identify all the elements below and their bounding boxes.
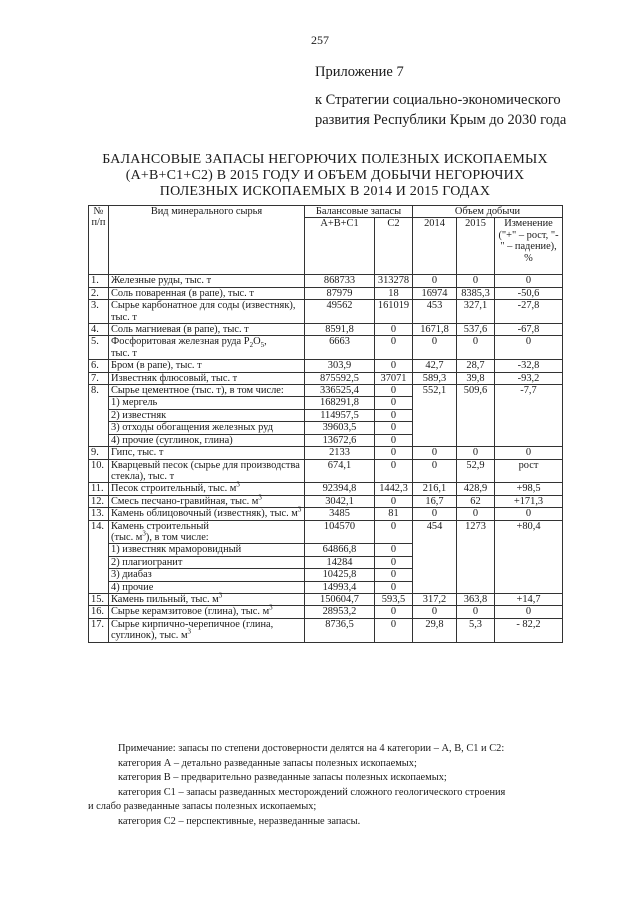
row-2015: 28,7 (457, 360, 495, 372)
header-abc: А+В+С1 (305, 218, 375, 275)
row-2015: 39,8 (457, 372, 495, 384)
row-2015: 0 (457, 508, 495, 520)
row-abc: 10425,8 (305, 569, 375, 581)
row-c2: 0 (375, 544, 413, 556)
row-2014: 589,3 (413, 372, 457, 384)
row-2015: 8385,3 (457, 287, 495, 299)
note-line: и слабо разведанные запасы полезных ископаемых; (88, 801, 317, 813)
row-2015: 0 (457, 606, 495, 618)
row-abc: 303,9 (305, 360, 375, 372)
row-2014: 29,8 (413, 618, 457, 642)
row-change: +80,4 (495, 520, 563, 593)
row-name (109, 495, 305, 507)
row-change: 0 (495, 275, 563, 287)
appendix-line-2: к Стратегии социально-экономического (315, 92, 561, 108)
row-abc: 150604,7 (305, 593, 375, 605)
row-2015: 5,3 (457, 618, 495, 642)
row-abc: 104570 (305, 520, 375, 544)
appendix-line-3: развития Республики Крым до 2030 года (315, 112, 567, 128)
row-change: 0 (495, 508, 563, 520)
row-name-part: Камень строительный (111, 520, 209, 532)
row-num: 17. (89, 618, 109, 642)
row-2014: 0 (413, 606, 457, 618)
row-name: Железные руды, тыс. т (109, 275, 305, 287)
header-name: Вид минерального сырья (109, 206, 305, 275)
table-row (89, 606, 563, 618)
appendix-label (315, 62, 404, 90)
row-change: 0 (495, 447, 563, 459)
row-name-part: O (253, 336, 261, 348)
note-line: категория А – детально разведанные запасы полезных ископаемых; (118, 757, 417, 769)
note-line: категория С1 – запасы разведанных месторождений сложного геологического строения (118, 786, 506, 798)
table-row (89, 593, 563, 605)
row-name-text: Камень облицовочный (известняк), тыс. м (111, 508, 298, 520)
row-c2: 0 (375, 360, 413, 372)
row-abc: 6663 (305, 336, 375, 360)
row-name: Гипс, тыс. т (109, 447, 305, 459)
row-name (109, 520, 305, 544)
row-c2: 0 (375, 397, 413, 409)
row-2015: 327,1 (457, 300, 495, 324)
row-2015: 363,8 (457, 593, 495, 605)
row-abc: 168291,8 (305, 397, 375, 409)
row-abc: 87979 (305, 287, 375, 299)
row-name (109, 603, 305, 618)
table-row (89, 520, 563, 544)
table-row (89, 360, 563, 372)
page-number: 257 (311, 33, 329, 47)
row-change: рост (495, 459, 563, 483)
row-2014: 0 (413, 508, 457, 520)
row-abc: 49562 (305, 300, 375, 324)
row-abc: 3485 (305, 508, 375, 520)
row-name-text: Песок строительный, тыс. м (111, 483, 237, 495)
row-name (109, 593, 305, 605)
row-name: Соль поваренная (в рапе), тыс. т (109, 287, 305, 299)
row-c2: 313278 (375, 275, 413, 287)
table-row (89, 336, 563, 360)
row-2014: 0 (413, 275, 457, 287)
superscript: 3 (258, 493, 262, 502)
appendix-reference (315, 90, 566, 130)
row-c2: 0 (375, 324, 413, 336)
row-2014: 216,1 (413, 483, 457, 495)
title-line-2: (А+В+С1+С2) В 2015 ГОДУ И ОБЪЕМ ДОБЫЧИ НЕГОРЮЧИХ (125, 168, 525, 183)
row-name-part: тыс. т (111, 347, 137, 359)
row-change: +171,3 (495, 495, 563, 507)
row-name: Кварцевый песок (сырье для производства стекла), тыс. т (109, 459, 305, 483)
row-c2: 161019 (375, 300, 413, 324)
row-name: Известняк флюсовый, тыс. т (109, 372, 305, 384)
row-2014: 0 (413, 459, 457, 483)
row-2015: 0 (457, 275, 495, 287)
row-c2: 0 (375, 556, 413, 568)
row-c2: 0 (375, 447, 413, 459)
row-abc: 8591,8 (305, 324, 375, 336)
row-name-text: Камень пильный, тыс. м (111, 593, 219, 605)
row-c2: 0 (375, 385, 413, 397)
row-abc: 28953,2 (305, 606, 375, 618)
row-name: 1) мергель (109, 397, 305, 409)
row-name: Бром (в рапе), тыс. т (109, 360, 305, 372)
appendix-title: Приложение 7 (315, 64, 404, 80)
row-name: 3) диабаз (109, 569, 305, 581)
note-line: категория С2 – перспективные, неразведанные запасы. (118, 815, 361, 827)
table-row (89, 459, 563, 483)
row-name: 2) известняк (109, 409, 305, 421)
row-c2: 0 (375, 409, 413, 421)
header-c2: С2 (375, 218, 413, 275)
row-2014: 0 (413, 447, 457, 459)
header-extraction: Объем добычи (413, 206, 563, 218)
row-c2: 1442,3 (375, 483, 413, 495)
row-c2: 0 (375, 618, 413, 642)
row-name: 4) прочие (суглинок, глина) (109, 434, 305, 446)
row-change: -32,8 (495, 360, 563, 372)
row-c2: 0 (375, 606, 413, 618)
row-abc: 868733 (305, 275, 375, 287)
row-name: Сырье карбонатное для соды (известняк), тыс. т (109, 300, 305, 324)
table-row (89, 324, 563, 336)
row-num: 9. (89, 447, 109, 459)
row-2015: 509,6 (457, 385, 495, 447)
row-name-part: , (264, 336, 267, 348)
row-name: 2) плагиогранит (109, 556, 305, 568)
table-row (89, 385, 563, 397)
header-row (89, 206, 563, 218)
row-2014: 0 (413, 336, 457, 360)
table-row (89, 483, 563, 495)
header-2014: 2014 (413, 218, 457, 275)
header-reserves: Балансовые запасы (305, 206, 413, 218)
note-line: категория В – предварительно разведанные запасы полезных ископаемых; (118, 772, 447, 784)
row-2015: 0 (457, 336, 495, 360)
row-change: 0 (495, 606, 563, 618)
row-change: -7,7 (495, 385, 563, 447)
superscript: 3 (187, 627, 192, 636)
row-name: 1) известняк мраморовидный (109, 544, 305, 556)
table-row (89, 275, 563, 287)
header-num: № п/п (89, 206, 109, 275)
row-name: Соль магниевая (в рапе), тыс. т (109, 324, 305, 336)
row-c2: 0 (375, 495, 413, 507)
note-block (88, 742, 568, 830)
row-change: +98,5 (495, 483, 563, 495)
row-name: Сырье цементное (тыс. т), в том числе: (109, 385, 305, 397)
row-abc: 3042,1 (305, 495, 375, 507)
row-c2: 18 (375, 287, 413, 299)
row-change: -27,8 (495, 300, 563, 324)
row-c2: 37071 (375, 372, 413, 384)
header-2015: 2015 (457, 218, 495, 275)
row-2014: 317,2 (413, 593, 457, 605)
row-name-subscript: 5 (260, 341, 265, 350)
superscript: 3 (297, 505, 302, 514)
row-num: 13. (89, 508, 109, 520)
row-num: 4. (89, 324, 109, 336)
header-change: Изменение ("+" – рост, "-" – падение), % (495, 218, 563, 275)
superscript: 3 (218, 591, 223, 600)
row-name-subscript: 2 (249, 341, 254, 350)
row-name (109, 618, 305, 642)
table-row (89, 508, 563, 520)
row-2015: 428,9 (457, 483, 495, 495)
row-2015: 537,6 (457, 324, 495, 336)
row-abc: 114957,5 (305, 409, 375, 421)
row-c2: 593,5 (375, 593, 413, 605)
table-row (89, 447, 563, 459)
table-row (89, 287, 563, 299)
row-2014: 42,7 (413, 360, 457, 372)
row-c2: 0 (375, 569, 413, 581)
row-change: 0 (495, 336, 563, 360)
row-num: 6. (89, 360, 109, 372)
row-abc: 14993,4 (305, 581, 375, 593)
row-num: 12. (89, 495, 109, 507)
table-row (89, 618, 563, 642)
row-num: 5. (89, 336, 109, 360)
row-change: -50,6 (495, 287, 563, 299)
row-name: 3) отходы обогащения железных руд (109, 422, 305, 434)
row-num: 11. (89, 483, 109, 495)
row-2015: 0 (457, 447, 495, 459)
row-num: 16. (89, 606, 109, 618)
title-line-1: БАЛАНСОВЫЕ ЗАПАСЫ НЕГОРЮЧИХ ПОЛЕЗНЫХ ИСКОПАЕМЫХ (102, 152, 548, 167)
document-title (60, 152, 590, 200)
row-num: 3. (89, 300, 109, 324)
row-num: 15. (89, 593, 109, 605)
row-c2: 0 (375, 459, 413, 483)
row-c2: 0 (375, 422, 413, 434)
row-name-part: Фосфоритовая железная руда P (111, 336, 250, 348)
row-name-text: Сырье керамзитовое (глина), тыс. м (111, 606, 270, 618)
table-row (89, 372, 563, 384)
row-abc: 336525,4 (305, 385, 375, 397)
row-2014: 16974 (413, 287, 457, 299)
row-2014: 454 (413, 520, 457, 593)
row-change: +14,7 (495, 593, 563, 605)
superscript: 3 (269, 603, 273, 612)
row-name (109, 336, 305, 360)
row-c2: 0 (375, 434, 413, 446)
row-abc: 13672,6 (305, 434, 375, 446)
row-2014: 1671,8 (413, 324, 457, 336)
table-row (89, 495, 563, 507)
row-2015: 52,9 (457, 459, 495, 483)
row-change: -93,2 (495, 372, 563, 384)
superscript: 3 (236, 480, 240, 489)
row-name-text: Сырье кирпично-черепичное (глина, суглинок), тыс. м (111, 618, 274, 642)
row-name: 4) прочие (109, 581, 305, 593)
row-name-text: Смесь песчано-гравийная, тыс. м (111, 495, 259, 507)
row-abc: 64866,8 (305, 544, 375, 556)
title-line-3: ПОЛЕЗНЫХ ИСКОПАЕМЫХ В 2014 И 2015 ГОДАХ (159, 184, 491, 199)
row-num: 14. (89, 520, 109, 593)
row-name-part: ), в том числе: (145, 531, 209, 543)
row-num: 2. (89, 287, 109, 299)
minerals-table (88, 205, 563, 643)
row-num: 7. (89, 372, 109, 384)
row-c2: 81 (375, 508, 413, 520)
row-2015: 1273 (457, 520, 495, 593)
row-name-part: (тыс. м (111, 531, 143, 543)
row-num: 1. (89, 275, 109, 287)
row-abc: 8736,5 (305, 618, 375, 642)
note-line: Примечание: запасы по степени достоверности делятся на 4 категории – А, В, С1 и С2: (118, 743, 505, 754)
row-change: -67,8 (495, 324, 563, 336)
superscript: 3 (142, 529, 146, 538)
row-abc: 875592,5 (305, 372, 375, 384)
row-2014: 552,1 (413, 385, 457, 447)
row-abc: 14284 (305, 556, 375, 568)
row-change: - 82,2 (495, 618, 563, 642)
row-abc: 92394,8 (305, 483, 375, 495)
row-c2: 0 (375, 336, 413, 360)
row-2014: 453 (413, 300, 457, 324)
row-abc: 674,1 (305, 459, 375, 483)
table-row (89, 300, 563, 324)
row-2014: 16,7 (413, 495, 457, 507)
row-abc: 2133 (305, 447, 375, 459)
row-2015: 62 (457, 495, 495, 507)
row-c2: 0 (375, 581, 413, 593)
row-c2: 0 (375, 520, 413, 544)
row-abc: 39603,5 (305, 422, 375, 434)
row-num: 10. (89, 459, 109, 483)
row-name (109, 480, 305, 495)
row-num: 8. (89, 385, 109, 447)
row-name (109, 505, 305, 520)
